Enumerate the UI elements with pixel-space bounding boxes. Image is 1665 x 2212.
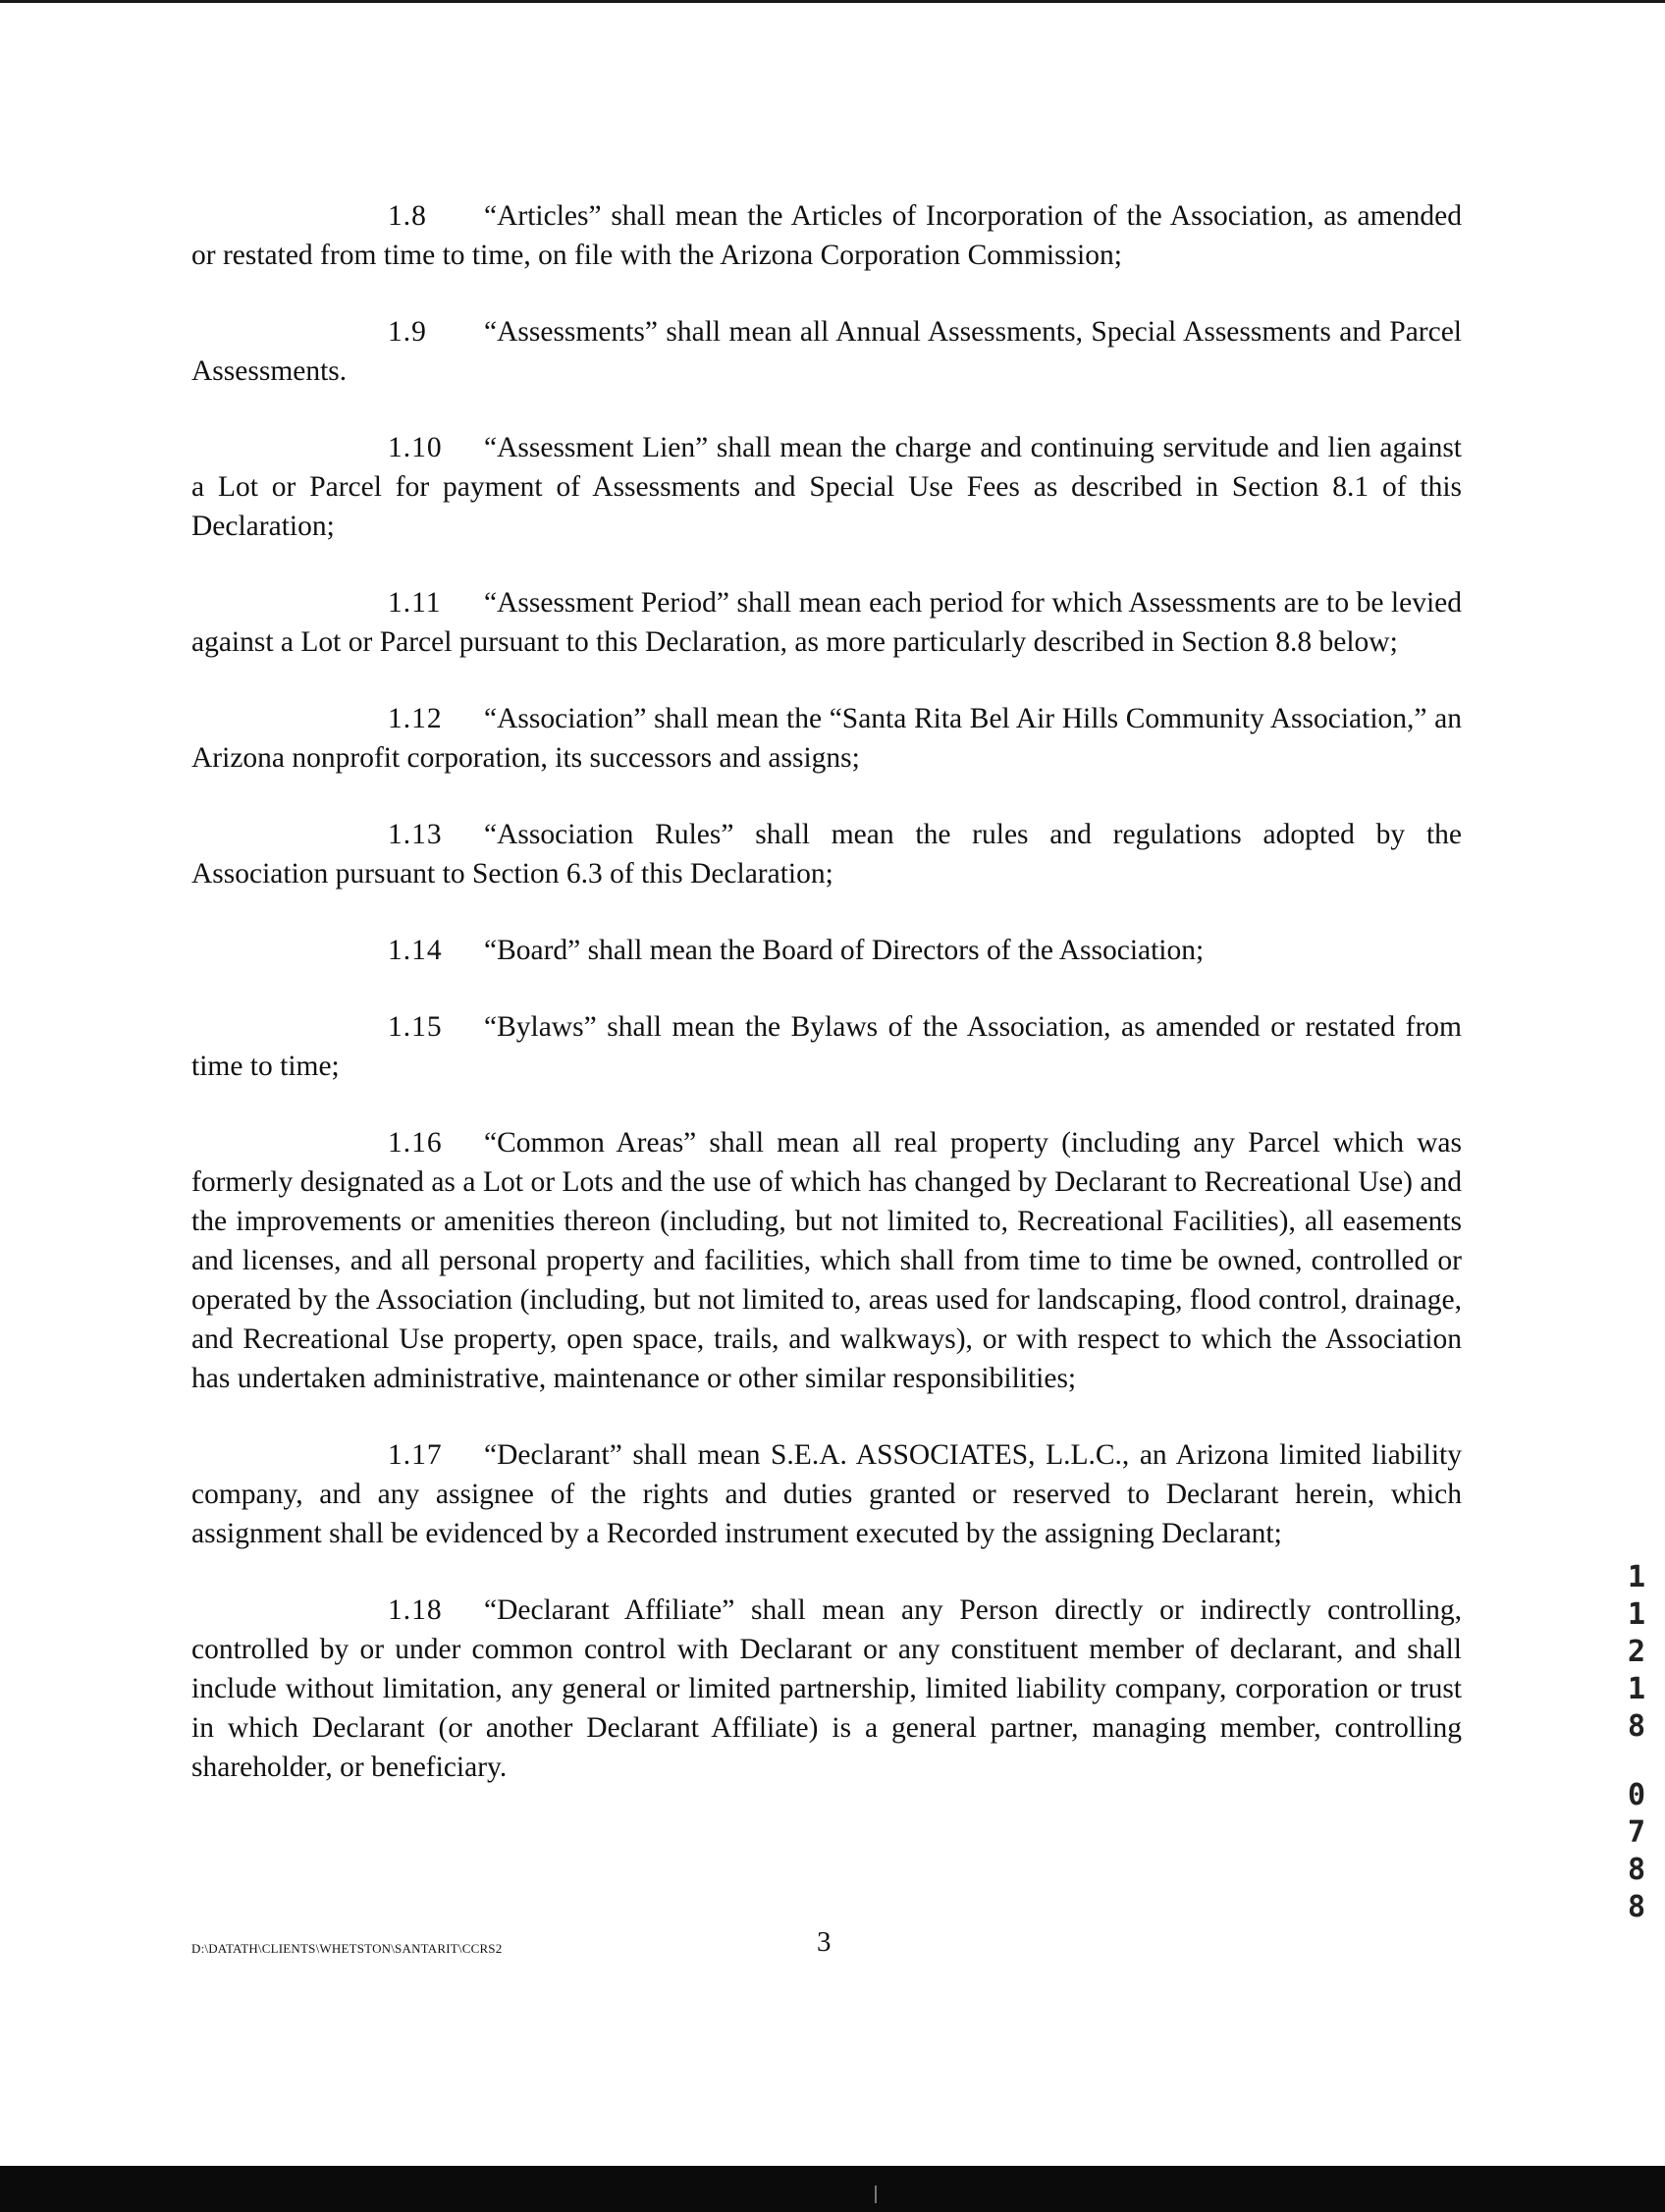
footer-file-path: D:\DATATH\CLIENTS\WHETSTON\SANTARIT\CCRS2	[191, 1941, 503, 1956]
paragraph-text: “Association Rules” shall mean the rules and regulations adopted by the Association pursuant to Section 6.3 of this Declaration;	[191, 819, 1462, 890]
paragraph-text: “Assessment Lien” shall mean the charge and continuing servitude and lien against a Lot or Parcel for payment of Assessments and Special Use Fees as described in Section 8.1 of this Declaration;	[191, 432, 1462, 542]
stamp-digit: 7	[1627, 1815, 1646, 1850]
paragraph-1-11	[191, 583, 1462, 662]
stamp-digit: 1	[1627, 1672, 1646, 1706]
stamp-spacer	[1622, 1746, 1651, 1777]
stamp-digit: 1	[1627, 1560, 1646, 1594]
paragraph-1-15	[191, 1007, 1462, 1086]
paragraph-1-18	[191, 1591, 1462, 1787]
paragraph-text: “Assessment Period” shall mean each period for which Assessments are to be levied against a Lot or Parcel pursuant to this Declaration, as more particularly described in Section 8.8 below;	[191, 587, 1462, 658]
paragraph-number: 1.9	[388, 316, 427, 348]
document-body	[191, 196, 1462, 1824]
stamp-digit: 8	[1627, 1890, 1646, 1924]
paragraph-1-17	[191, 1435, 1462, 1553]
paragraph-text: “Bylaws” shall mean the Bylaws of the Association, as amended or restated from time to time;	[191, 1011, 1462, 1082]
paragraph-text: “Assessments” shall mean all Annual Assessments, Special Assessments and Parcel Assessments.	[191, 316, 1462, 387]
paragraph-1-10	[191, 428, 1462, 546]
paragraph-text: “Articles” shall mean the Articles of Incorporation of the Association, as amended or restated from time to time, on file with the Arizona Corporation Commission;	[191, 200, 1462, 271]
page-number: 3	[817, 1926, 832, 1958]
paragraph-text: “Board” shall mean the Board of Directors of the Association;	[484, 935, 1205, 966]
paragraph-number: 1.11	[388, 587, 442, 619]
paragraph-1-12	[191, 699, 1462, 778]
recording-number-stamp	[1622, 1559, 1651, 1926]
paragraph-1-16	[191, 1123, 1462, 1398]
paragraph-number: 1.12	[388, 703, 443, 734]
paragraph-number: 1.14	[388, 935, 443, 966]
paragraph-1-9	[191, 312, 1462, 391]
paragraph-number: 1.17	[388, 1439, 443, 1471]
paragraph-number: 1.13	[388, 819, 443, 850]
paragraph-text: “Declarant” shall mean S.E.A. ASSOCIATES, L.L.C., an Arizona limited liability company, and any assignee of the rights and duties granted or reserved to Declarant herein, which assignment shall be evidenced by a Recorded instrument executed by the assigning Declarant;	[191, 1439, 1462, 1549]
paragraph-1-13	[191, 815, 1462, 893]
paragraph-number: 1.18	[388, 1594, 443, 1626]
paragraph-1-14	[191, 931, 1462, 970]
paragraph-text: “Declarant Affiliate” shall mean any Person directly or indirectly controlling, controlled by or under common control with Declarant or any constituent member of declarant, and shall include without limitation, any general or limited partnership, limited liability company, corporation or trust in which Declarant (or another Declarant Affiliate) is a general partner, managing member, controlling shareholder, or beneficiary.	[191, 1594, 1462, 1783]
paragraph-1-8	[191, 196, 1462, 275]
scan-bottom-border	[0, 2166, 1665, 2212]
paragraph-text: “Common Areas” shall mean all real property (including any Parcel which was formerly designated as a Lot or Lots and the use of which has changed by Declarant to Recreational Use) and the improvements or amenities thereon (including, but not limited to, Recreational Facilities), all easements and licenses, and all personal property and facilities, which shall from time to time be owned, controlled or operated by the Association (including, but not limited to, areas used for landscaping, flood control, drainage, and Recreational Use property, open space, trails, and walkways), or with respect to which the Association has undertaken administrative, maintenance or other similar responsibilities;	[191, 1127, 1462, 1394]
scan-top-edge	[0, 0, 1665, 3]
scan-bottom-mark	[875, 2185, 877, 2203]
stamp-digit: 1	[1627, 1597, 1646, 1632]
stamp-digit: 2	[1627, 1635, 1646, 1669]
paragraph-text: “Association” shall mean the “Santa Rita Bel Air Hills Community Association,” an Arizona nonprofit corporation, its successors and assigns;	[191, 703, 1462, 774]
paragraph-number: 1.10	[388, 432, 443, 463]
paragraph-number: 1.16	[388, 1127, 443, 1159]
paragraph-number: 1.15	[388, 1011, 443, 1043]
stamp-digit: 0	[1627, 1778, 1646, 1812]
stamp-digit: 8	[1627, 1709, 1646, 1744]
stamp-digit: 8	[1627, 1853, 1646, 1887]
paragraph-number: 1.8	[388, 200, 427, 232]
